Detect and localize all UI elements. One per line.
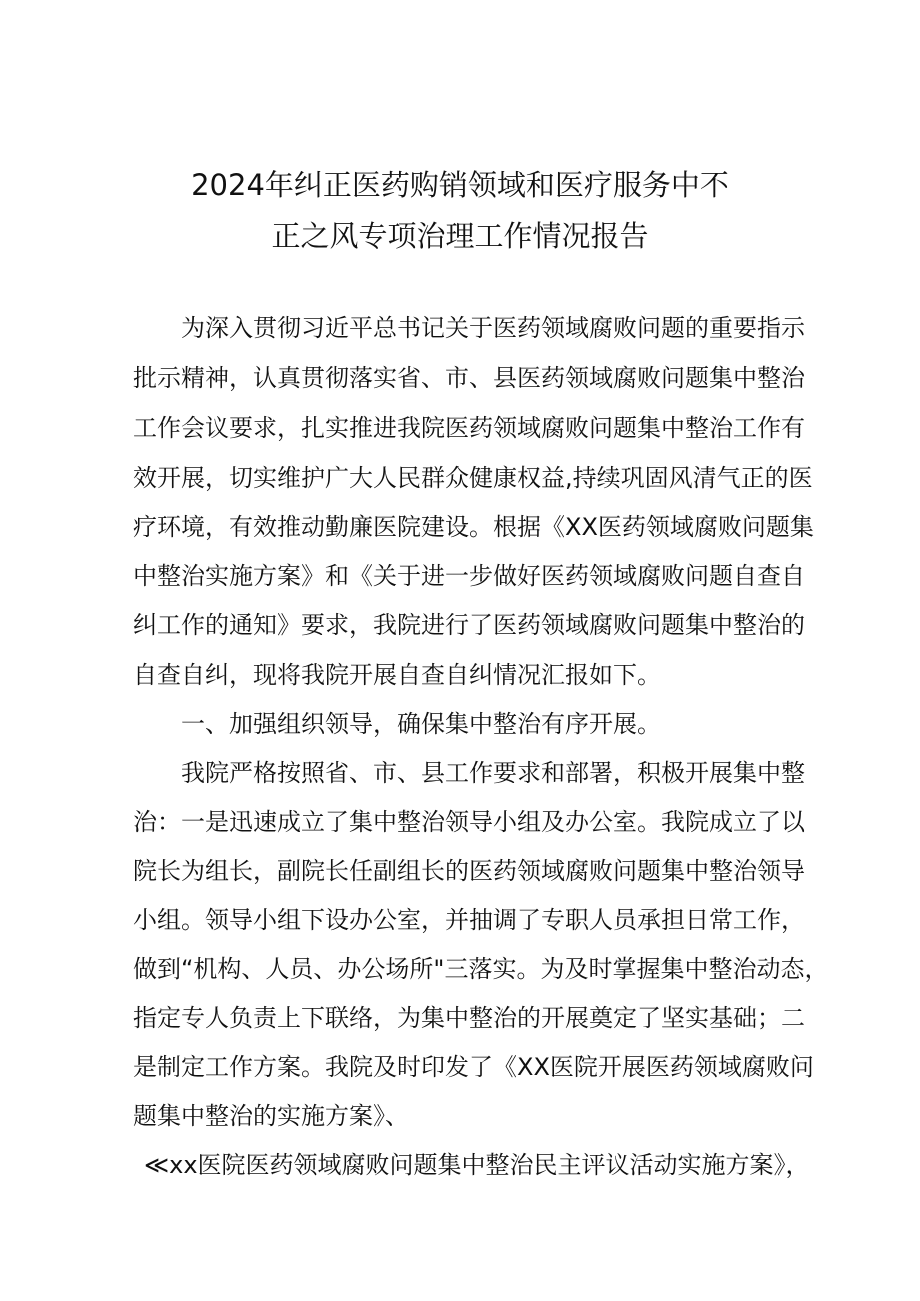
- paragraph-line: 小组。领导小组下设办公室，并抽调了专职人员承担日常工作，: [133, 906, 805, 934]
- paragraph-line: 工作会议要求，扎实推进我院医药领域腐败问题集中整治工作有: [133, 414, 805, 442]
- paragraph-line: 效开展，切实维护广大人民群众健康权益,持续巩固风清气正的医: [133, 464, 813, 492]
- paragraph-line: 题集中整治的实施方案》、: [133, 1102, 409, 1130]
- paragraph-line: 是制定工作方案。我院及时印发了《XX医院开展医药领域腐败问: [133, 1053, 814, 1081]
- paragraph-line: 中整治实施方案》和《关于进一步做好医药领域腐败问题自查自: [133, 562, 805, 590]
- document-title-line-2: 正之风专项治理工作情况报告: [271, 219, 649, 253]
- paragraph-line: 为深入贯彻习近平总书记关于医药领域腐败问题的重要指示: [181, 314, 805, 342]
- section-heading: 一、加强组织领导，确保集中整治有序开展。: [181, 710, 661, 738]
- paragraph-line: 批示精神，认真贯彻落实省、市、县医药领域腐败问题集中整治: [133, 364, 805, 392]
- paragraph-line: 做到“机构、人员、办公场所"三落实。为及时掌握集中整治动态，: [133, 955, 829, 983]
- paragraph-line: 自查自纠，现将我院开展自查自纠情况汇报如下。: [133, 661, 661, 689]
- paragraph-line: 疗环境，有效推动勤廉医院建设。根据《XX医药领域腐败问题集: [133, 513, 814, 541]
- paragraph-line: ≪xx医院医药领域腐败问题集中整治民主评议活动实施方案》，: [144, 1151, 810, 1179]
- paragraph-line: 纠工作的通知》要求，我院进行了医药领域腐败问题集中整治的: [133, 611, 805, 639]
- paragraph-line: 治：一是迅速成立了集中整治领导小组及办公室。我院成立了以: [133, 808, 805, 836]
- paragraph-line: 指定专人负责上下联络，为集中整治的开展奠定了坚实基础；二: [133, 1004, 805, 1032]
- paragraph-line: 我院严格按照省、市、县工作要求和部署，积极开展集中整: [181, 759, 805, 787]
- paragraph-line: 院长为组长，副院长任副组长的医药领域腐败问题集中整治领导: [133, 857, 805, 885]
- document-title-line-1: 2024年纠正医药购销领域和医疗服务中不: [191, 168, 729, 202]
